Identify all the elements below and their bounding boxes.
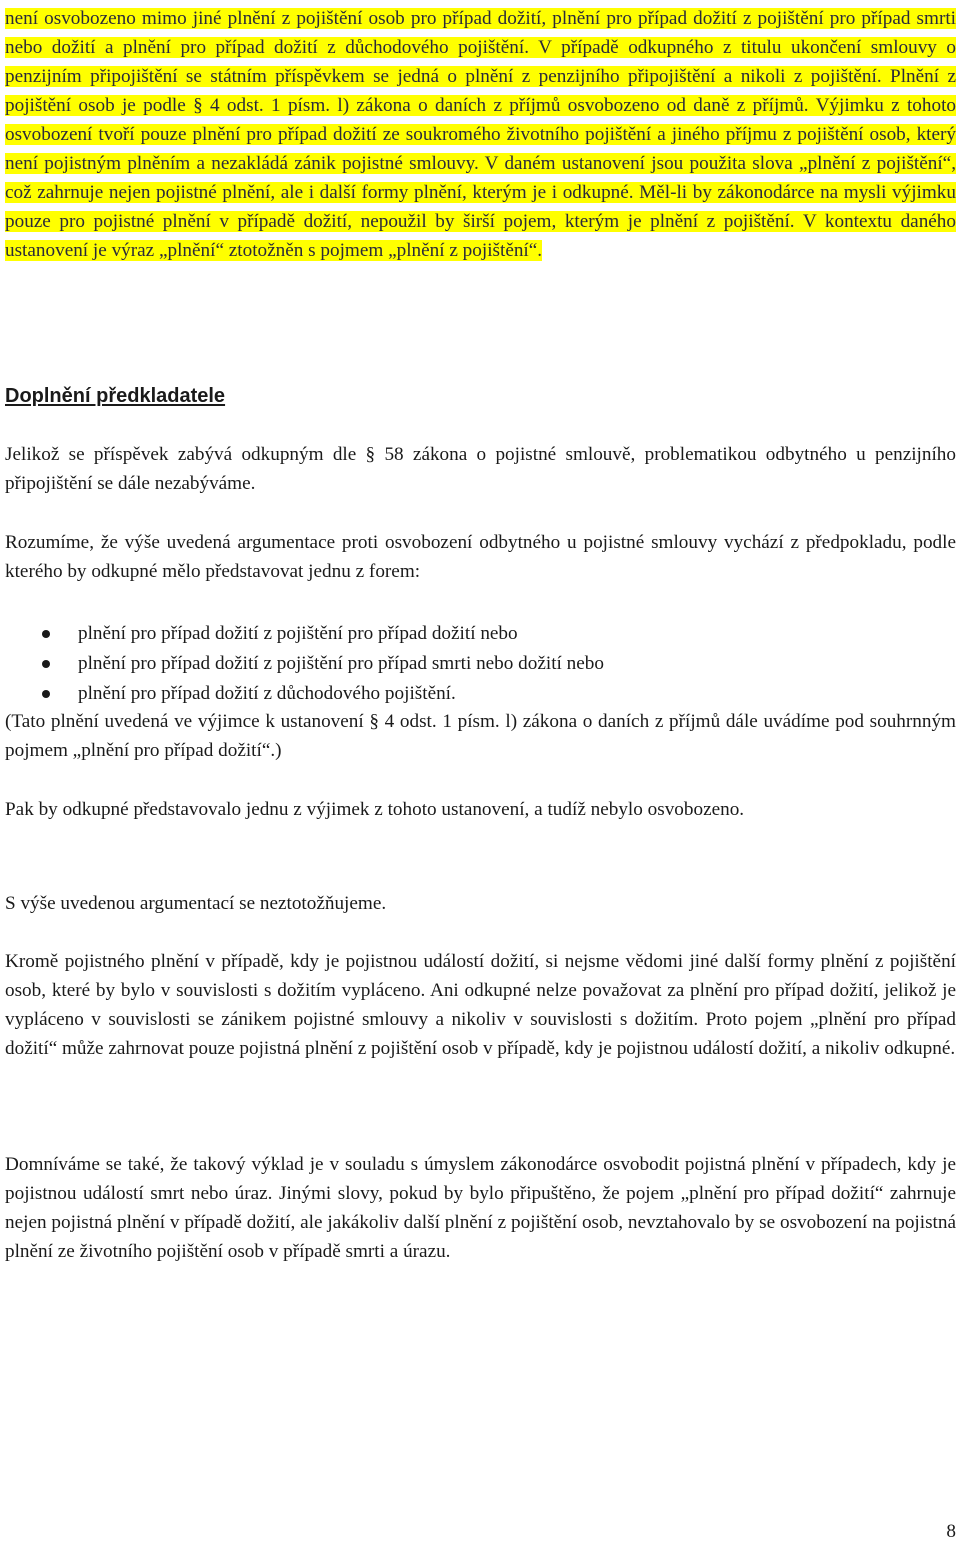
document-page: [5, 4, 956, 1262]
list-item: plnění pro případ dožití z důchodového pojištění.: [5, 679, 956, 709]
highlighted-paragraph: [5, 4, 956, 265]
bullet-icon: [42, 690, 50, 698]
bullet-icon: [42, 630, 50, 638]
page-number: 8: [946, 1521, 956, 1542]
bullet-icon: [42, 660, 50, 668]
paragraph-4: Pak by odkupné představovalo jednu z výjimek z tohoto ustanovení, a tudíž nebylo osvobozeno.: [5, 799, 745, 820]
bullet-list: [5, 619, 956, 709]
paragraph-2: Rozumíme, že výše uvedená argumentace proti osvobození odbytného u pojistné smlouvy vychází z předpokladu, podle kterého by odkupné mělo představovat jednu z forem:: [5, 532, 956, 582]
list-item: plnění pro případ dožití z pojištění pro případ smrti nebo dožití nebo: [5, 649, 956, 679]
paragraph-7: Domníváme se také, že takový výklad je v souladu s úmyslem zákonodárce osvobodit pojistná plnění v případech, kdy je pojistnou událostí smrt nebo úraz. Jinými slovy, pokud by bylo připuštěno, že pojem „plnění pro případ dožití“ zahrnuje nejen pojistná plnění v případě dožití, ale jakákoliv další plnění z pojištění osob, nevztahovalo by se osvobození na pojistná plnění ze životního pojištění osob v případě smrti a úrazu.: [5, 1154, 956, 1262]
paragraph-5: S výše uvedenou argumentací se neztotožňujeme.: [5, 893, 387, 914]
paragraph-1: Jelikož se příspěvek zabývá odkupným dle § 58 zákona o pojistné smlouvě, problematikou odbytného u penzijního připojištění se dále nezabýváme.: [5, 444, 956, 494]
paragraph-6: Kromě pojistného plnění v případě, kdy je pojistnou událostí dožití, si nejsme vědomi jiné další formy plnění z pojištění osob, které by bylo v souvislosti s dožitím vypláceno. Ani odkupné nelze považovat za plnění pro případ dožití, jelikož je vypláceno v souvislosti se zánikem pojistné smlouvy a nikoliv v souvislosti s dožitím. Proto pojem „plnění pro případ dožití“ může zahrnovat pouze pojistná plnění z pojištění osob v případě, kdy je pojistnou událostí dožití, a nikoliv odkupné.: [5, 951, 956, 1059]
list-item: plnění pro případ dožití z pojištění pro případ dožití nebo: [5, 619, 956, 649]
paragraph-3: (Tato plnění uvedená ve výjimce k ustanovení § 4 odst. 1 písm. l) zákona o daních z příjmů dále uvádíme pod souhrnným pojmem „plnění pro případ dožití“.): [5, 711, 956, 761]
section-heading: Doplnění předkladatele: [5, 385, 226, 407]
highlighted-text: není osvobozeno mimo jiné plnění z pojištění osob pro případ dožití, plnění pro případ dožití z pojištění pro případ smrti nebo dožití a plnění pro případ dožití z důchodového pojištění. V případě odkupného z titulu ukončení smlouvy o penzijním připojištění se státním příspěvkem se jedná o plnění z penzijního připojištění a nikoli z pojištění. Plnění z pojištění osob je podle § 4 odst. 1 písm. l) zákona o daních z příjmů osvobozeno od daně z příjmů. Výjimku z tohoto osvobození tvoří pouze plnění pro případ dožití ze soukromého životního pojištění a jiného příjmu z pojištění osob, který není pojistným plněním a nezakládá zánik pojistné smlouvy. V daném ustanovení jsou použita slova „plnění z pojištění“, což zahrnuje nejen pojistné plnění, ale i další formy plnění, kterým je i odkupné. Měl-li by zákonodárce na mysli výjimku pouze pro pojistné plnění v případě dožití, nepoužil by širší pojem, kterým je plnění z pojištění. V kontextu daného ustanovení je výraz „plnění“ ztotožněn s pojmem „plnění z pojištění“.: [5, 8, 956, 261]
